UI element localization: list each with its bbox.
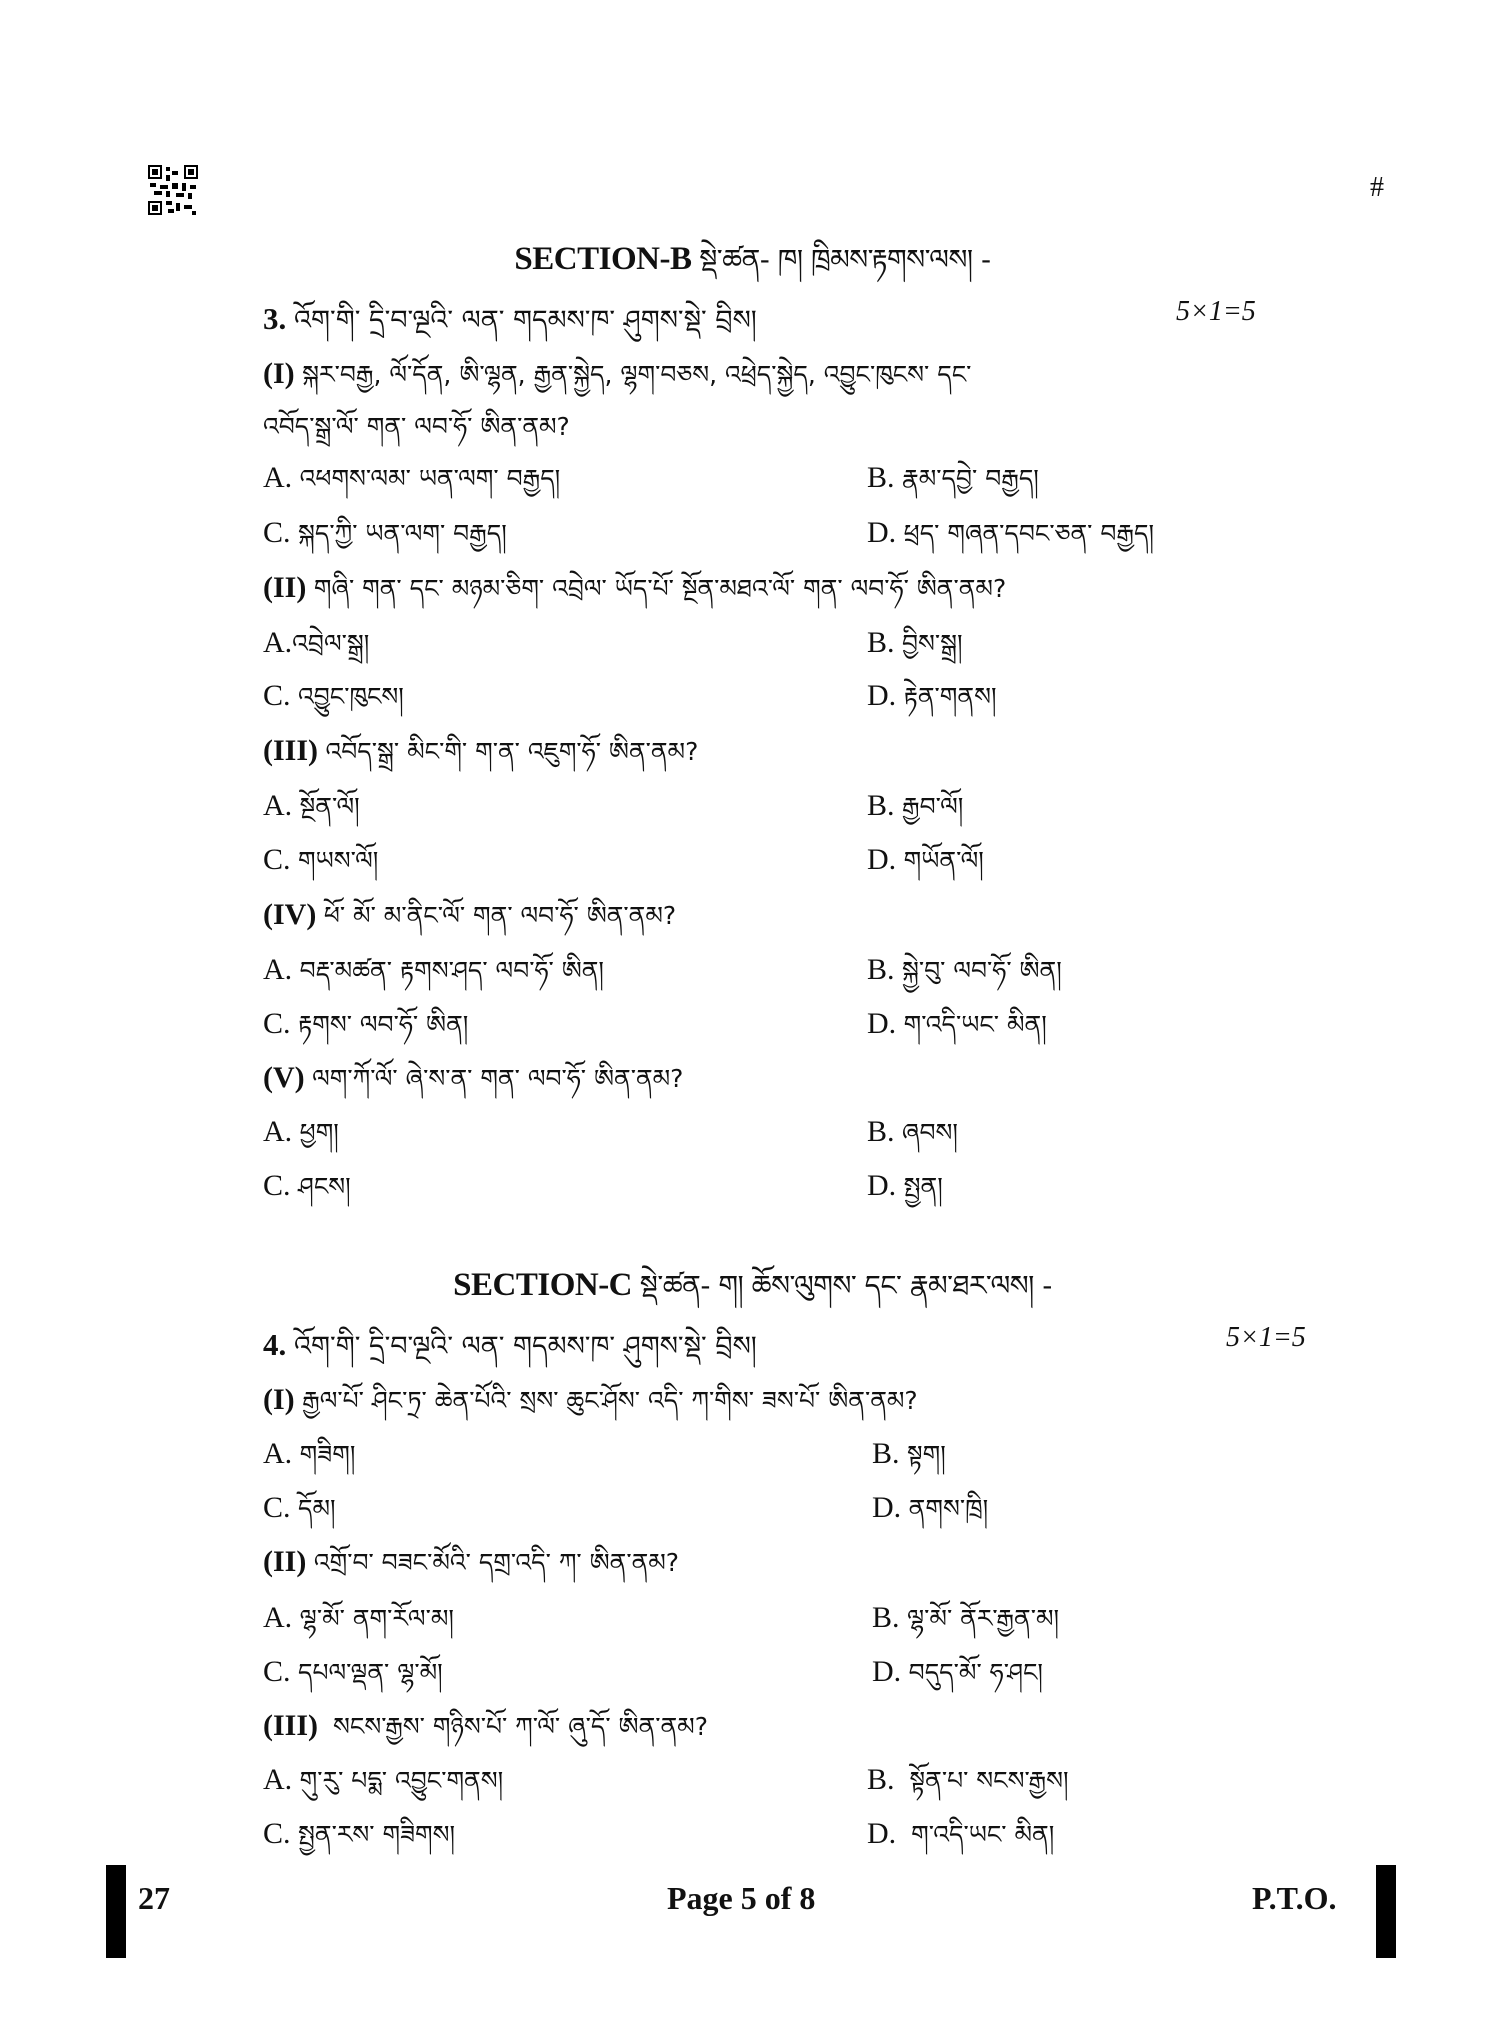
q3-item-4-text: (IV) ཕོ་ མོ་ མ་ནིང་ལོ་ གན་ ལབ་ཧོ་ ཨིན་ནམ? [263, 898, 677, 931]
question-4-marks: 5×1=5 [1226, 1322, 1306, 1353]
q3-2-option-c[interactable]: C. འབྱུང་ཁུངས། [263, 679, 404, 712]
q3-5-option-a[interactable]: A. ཕྱག། [263, 1115, 339, 1148]
q3-5-option-c[interactable]: C. ཤངས། [263, 1169, 351, 1202]
q3-item-2-text: (II) གཞི་ གན་ དང་ མཉམ་ཅིག་ འབྲེལ་ ཡོད་པོ་ སྔོན་མཐའ་ལོ་ གན་ ལབ་ཧོ་ ཨིན་ནམ? [263, 571, 1007, 604]
q3-item-3-text: (III) འབོད་སྒྲ་ མིང་གི་ ག་ན་ འཇུག་ཧོ་ ཨིན་ནམ? [263, 734, 699, 767]
q4-3-option-b[interactable]: B. སྟོན་པ་ སངས་རྒྱས། [867, 1763, 1069, 1796]
footer-left-bar [106, 1865, 126, 1958]
q4-1-option-d[interactable]: D. ནགས་ཁྲི། [872, 1491, 989, 1524]
q3-3-option-d[interactable]: D. གཡོན་ལོ། [867, 843, 984, 876]
footer-right-bar [1376, 1865, 1396, 1958]
q3-4-option-c[interactable]: C. རྟགས་ ལབ་ཧོ་ ཨིན། [263, 1007, 469, 1040]
q3-1-option-a[interactable]: A. འཕགས་ལམ་ ཡན་ལག་ བརྒྱད། [263, 461, 561, 494]
q4-1-option-b[interactable]: B. སྟག། [872, 1437, 946, 1470]
section-c-title: SECTION-C སྡེ་ཚན- ག། ཆོས་ལུགས་ དང་ རྣམ་ཐར་ལས། - [453, 1267, 1052, 1303]
q3-4-option-d[interactable]: D. ག་འདི་ཡང་ མིན། [867, 1007, 1047, 1040]
page-number: Page 5 of 8 [667, 1880, 816, 1916]
footer-code: 27 [138, 1880, 170, 1916]
q4-item-2-text: (II) འགྲོ་བ་ བཟང་མོའི་ དགྲ་འདི་ ཀ་ ཨིན་ནམ? [263, 1545, 680, 1578]
page-hash-mark: # [1370, 172, 1384, 203]
q3-3-option-c[interactable]: C. གཡས་ལོ། [263, 843, 379, 876]
qr-code-icon [148, 165, 198, 215]
question-3-marks: 5×1=5 [1176, 296, 1256, 327]
q3-5-option-d[interactable]: D. སྤྱན། [867, 1169, 943, 1202]
q3-2-option-a[interactable]: A.འབྲེལ་སྒྲ། [263, 626, 370, 659]
q3-2-option-b[interactable]: B. བྱིས་སྒྲ། [867, 626, 963, 659]
q4-2-option-d[interactable]: D. བདུད་མོ་ ཧ་ཤང། [872, 1655, 1043, 1688]
section-b-title: SECTION-B སྡེ་ཚན- ཁ། ཁྲིམས་རྟགས་ལས། - [514, 241, 991, 277]
pto-label: P.T.O. [1252, 1880, 1337, 1916]
q4-item-3-text: (III) སངས་རྒྱས་ གཉིས་པོ་ ཀ་ལོ་ ཞུ་དོ་ ཨིན་ནམ? [263, 1709, 708, 1742]
q3-1-option-b[interactable]: B. རྣམ་དབྱེ་ བརྒྱད། [867, 461, 1039, 494]
q4-3-option-d[interactable]: D. ག་འདི་ཡང་ མིན། [867, 1817, 1055, 1850]
q4-1-option-a[interactable]: A. གཟིག། [263, 1437, 356, 1470]
q4-3-option-c[interactable]: C. སྤྱན་རས་ གཟིགས། [263, 1817, 456, 1850]
q4-2-option-b[interactable]: B. ལྷ་མོ་ ནོར་རྒྱན་མ། [872, 1601, 1060, 1634]
q3-1-option-d[interactable]: D. ཕྲད་ གཞན་དབང་ཅན་ བརྒྱད། [867, 516, 1154, 549]
q3-item-1-text-cont: འབོད་སྒྲ་ལོ་ གན་ ལབ་ཧོ་ ཨིན་ནམ? [263, 412, 570, 441]
q4-item-1-text: (I) རྒྱལ་པོ་ ཤིང་ཏྲ་ ཆེན་པོའི་ སྲས་ ཆུང་ཤོས་ འདི་ ཀ་གིས་ ཟས་པོ་ ཨིན་ནམ? [263, 1383, 918, 1416]
q3-5-option-b[interactable]: B. ཞབས། [867, 1115, 958, 1148]
q3-item-5-text: (V) ལག་ཀོ་ལོ་ ཞེ་ས་ན་ གན་ ལབ་ཧོ་ ཨིན་ནམ? [263, 1061, 684, 1094]
q3-2-option-d[interactable]: D. རྟེན་གནས། [867, 679, 997, 712]
question-4-heading: 4. འོག་གི་ དྲི་བ་ལྔའི་ ལན་ གདམས་ཁ་ ཤུགས་སྡེ་ བྲིས། [263, 1327, 757, 1362]
q4-3-option-a[interactable]: A. གུ་རུ་ པདྨ་ འབྱུང་གནས། [263, 1763, 504, 1796]
q4-2-option-a[interactable]: A. ལྷ་མོ་ ནག་རོལ་མ། [263, 1601, 454, 1634]
q3-3-option-a[interactable]: A. སྔོན་ལོ། [263, 789, 360, 822]
q3-4-option-b[interactable]: B. སྐྱེ་བུ་ ལབ་ཧོ་ ཨིན། [867, 953, 1062, 986]
q4-2-option-c[interactable]: C. དཔལ་ལྡན་ ལྷ་མོ། [263, 1655, 443, 1688]
q4-1-option-c[interactable]: C. དོམ། [263, 1491, 336, 1524]
question-3-heading: 3. འོག་གི་ དྲི་བ་ལྔའི་ ལན་ གདམས་ཁ་ ཤུགས་སྡེ་ བྲིས། [263, 301, 757, 336]
q3-item-1-text: (I) སྐར་བརྒྱ, ལོ་དོན, ཨི་ལྷན, རྒྱན་སྐྱེད, ལྷག་བཅས, འཕྲེད་སྐྱེད, འབྱུང་ཁུངས་ དང་ [263, 357, 972, 390]
q3-1-option-c[interactable]: C. སྐད་ཀྱི་ ཡན་ལག་ བརྒྱད། [263, 516, 507, 549]
q3-4-option-a[interactable]: A. བརྡ་མཚན་ རྟགས་ཤད་ ལབ་ཧོ་ ཨིན། [263, 953, 604, 986]
q3-3-option-b[interactable]: B. རྒྱབ་ལོ། [867, 789, 964, 822]
